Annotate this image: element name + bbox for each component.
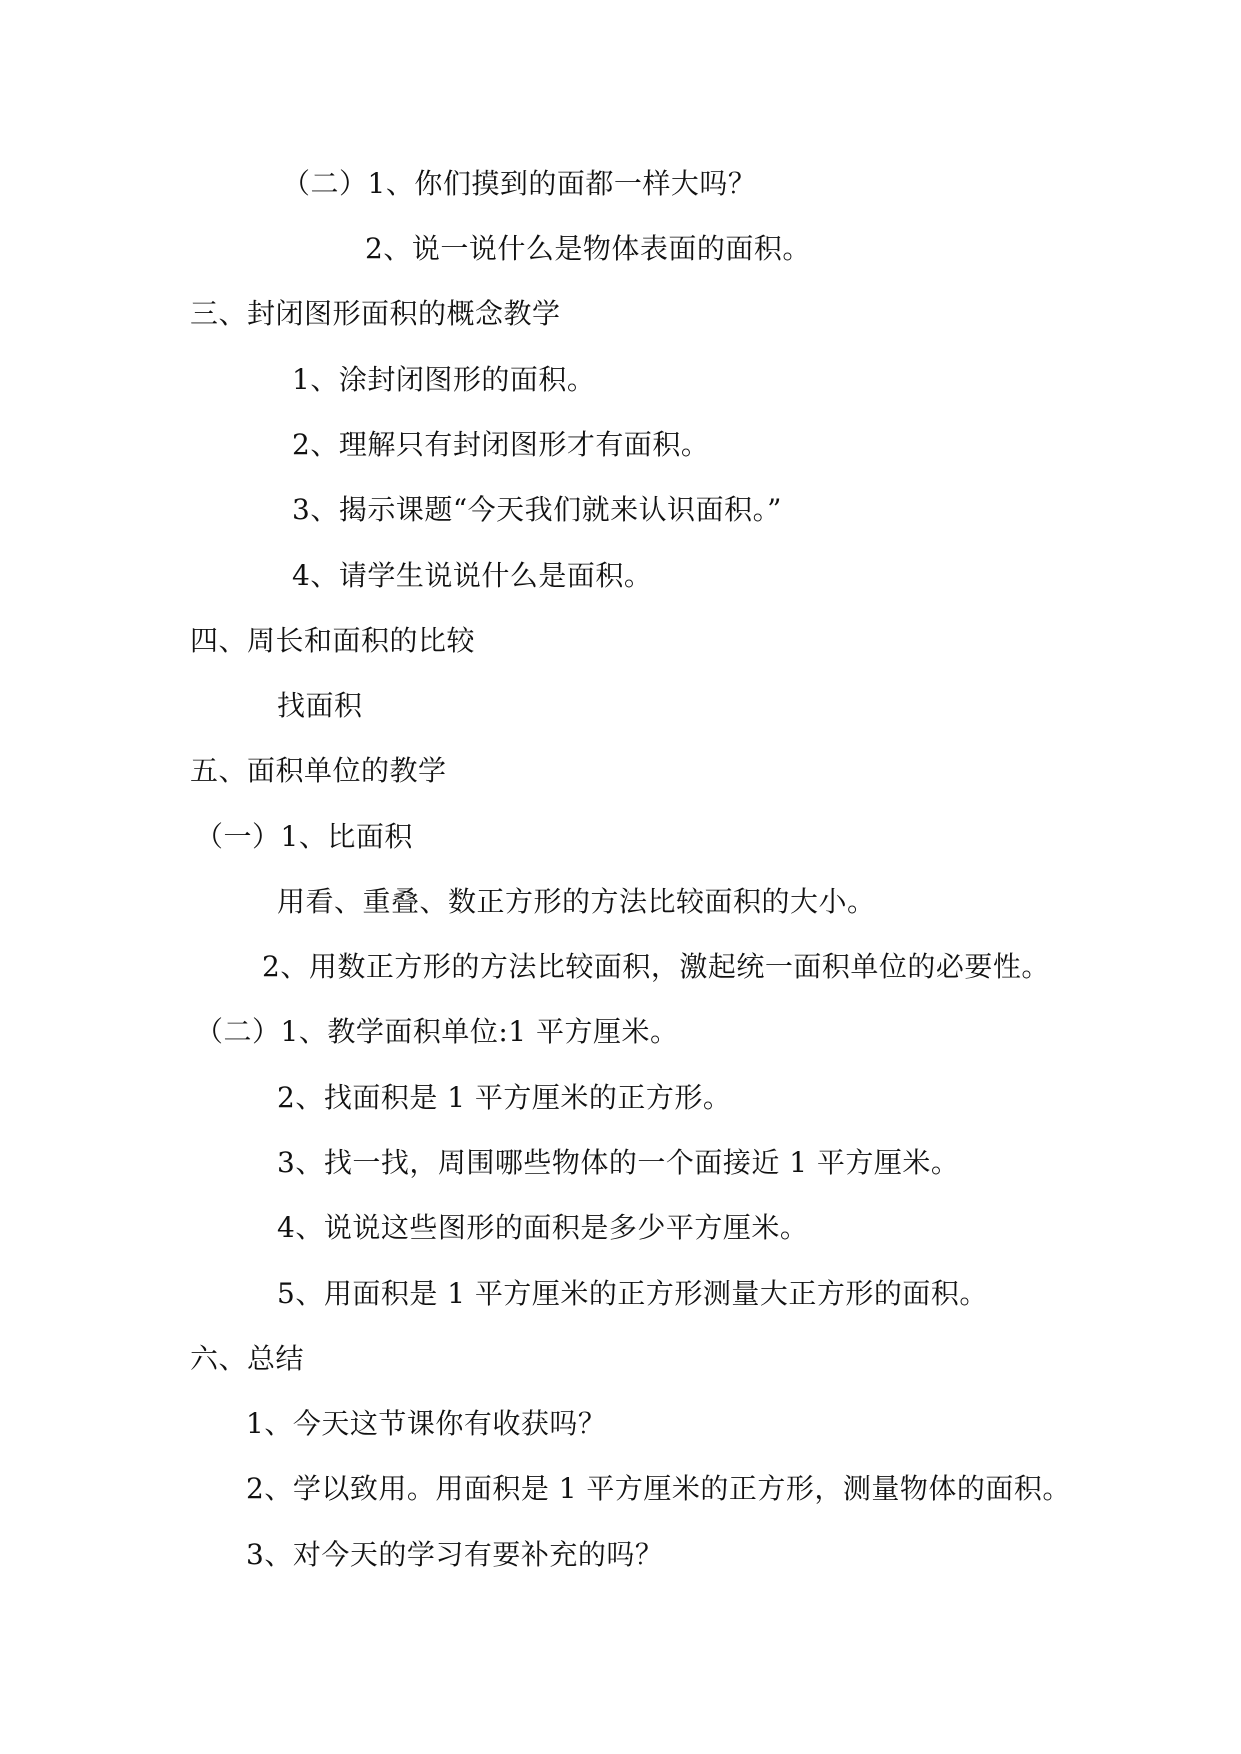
section-2-item-1: （二）1、你们摸到的面都一样大吗？ (282, 167, 757, 200)
section-6-item-3: 3、对今天的学习有要补充的吗？ (246, 1538, 664, 1571)
heading-section-4: 四、周长和面积的比较 (190, 624, 476, 657)
section-5-part-2-item-2: 2、找面积是 1 平方厘米的正方形。 (277, 1081, 732, 1114)
heading-section-3: 三、封闭图形面积的概念教学 (190, 297, 561, 330)
section-3-item-4: 4、请学生说说什么是面积。 (292, 559, 653, 592)
section-5-part-1-detail: 用看、重叠、数正方形的方法比较面积的大小。 (277, 885, 876, 918)
section-3-item-3: 3、揭示课题“今天我们就来认识面积。” (292, 493, 782, 526)
section-5-part-2-item-5: 5、用面积是 1 平方厘米的正方形测量大正方形的面积。 (277, 1277, 988, 1310)
section-5-part-1-item-2: 2、用数正方形的方法比较面积，激起统一面积单位的必要性。 (262, 950, 1050, 983)
section-5-part-2-item-1: （二）1、教学面积单位:1 平方厘米。 (195, 1015, 679, 1048)
section-3-item-2: 2、理解只有封闭图形才有面积。 (292, 428, 710, 461)
heading-section-5: 五、面积单位的教学 (190, 754, 447, 787)
section-2-item-2: 2、说一说什么是物体表面的面积。 (365, 232, 811, 265)
section-6-item-2: 2、学以致用。用面积是 1 平方厘米的正方形，测量物体的面积。 (246, 1472, 1071, 1505)
section-5-part-2-item-4: 4、说说这些图形的面积是多少平方厘米。 (277, 1211, 809, 1244)
section-5-part-2-item-3: 3、找一找，周围哪些物体的一个面接近 1 平方厘米。 (277, 1146, 960, 1179)
heading-section-6: 六、总结 (190, 1342, 305, 1375)
section-4-item: 找面积 (277, 689, 363, 722)
section-5-part-1-item-1: （一）1、比面积 (195, 820, 413, 853)
section-3-item-1: 1、涂封闭图形的面积。 (292, 363, 596, 396)
section-6-item-1: 1、今天这节课你有收获吗？ (246, 1407, 607, 1440)
